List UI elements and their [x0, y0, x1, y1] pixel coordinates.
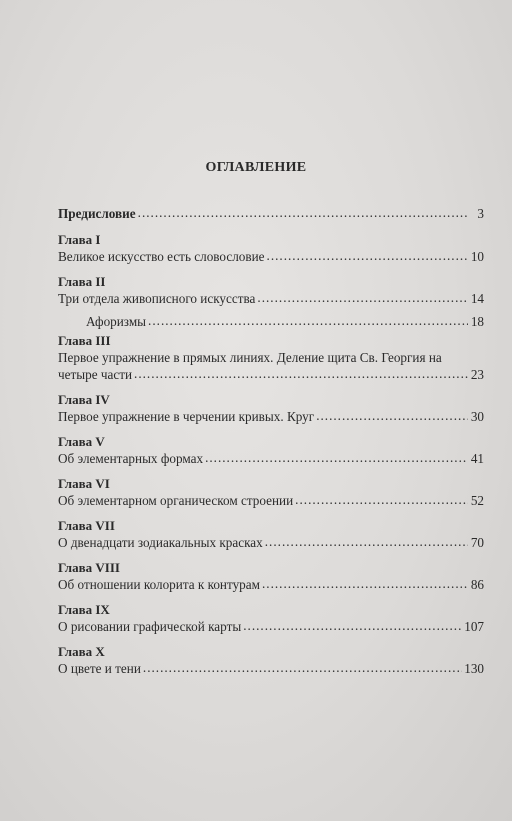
chapter-heading: Глава III: [58, 333, 111, 348]
leader-dots: [267, 247, 468, 264]
toc-entry-label: Об элементарном органическом строении: [58, 493, 294, 508]
chapter-heading: Глава VI: [58, 476, 110, 491]
toc-page-number: 18: [470, 314, 484, 329]
chapter-heading: Глава VIII: [58, 560, 120, 575]
table-of-contents: [58, 205, 484, 677]
leader-dots: [143, 659, 462, 676]
toc-entry: [58, 248, 484, 265]
toc-entry-preface: [58, 205, 484, 222]
toc-page-number: 130: [464, 661, 484, 676]
toc-entry-label: Великое искусство есть словословие: [58, 249, 265, 264]
toc-entry: [58, 290, 484, 307]
leader-dots: [265, 533, 468, 550]
toc-page-number: 41: [470, 451, 484, 466]
toc-page-number: 23: [470, 367, 484, 382]
toc-page-number: 70: [470, 535, 484, 550]
toc-page-number: 30: [470, 409, 484, 424]
toc-page-number: 52: [470, 493, 484, 508]
toc-entry: [58, 313, 484, 330]
leader-dots: [262, 575, 468, 592]
leader-dots: [243, 617, 462, 634]
leader-dots: [316, 407, 468, 424]
toc-entry-first-line: Первое упражнение в прямых линиях. Деление щита Св. Георгия на: [58, 350, 442, 365]
chapter-heading: Глава X: [58, 644, 105, 659]
toc-entry-label: О рисовании графической карты: [58, 619, 242, 634]
toc-entry-label: Предисловие: [58, 206, 136, 221]
toc-entry: [58, 408, 484, 425]
chapter-heading: Глава II: [58, 274, 106, 289]
leader-dots: [134, 365, 468, 382]
toc-page-number: 3: [477, 206, 484, 221]
toc-page-number: 10: [470, 249, 484, 264]
toc-page-number: 107: [464, 619, 484, 634]
chapter-heading: Глава I: [58, 232, 101, 247]
toc-entry-label: Три отдела живописного искусства: [58, 291, 256, 306]
toc-entry: [58, 576, 484, 593]
chapter-heading: Глава IV: [58, 392, 110, 407]
toc-entry: [58, 366, 484, 383]
toc-entry-label: О двенадцати зодиакальных красках: [58, 535, 263, 550]
toc-entry: [58, 660, 484, 677]
toc-entry: [58, 534, 484, 551]
toc-entry-label: Афоризмы: [86, 314, 147, 329]
leader-dots: [205, 449, 468, 466]
chapter-heading: Глава IX: [58, 602, 110, 617]
toc-entry: [58, 450, 484, 467]
toc-page-number: 14: [470, 291, 484, 306]
chapter-heading: Глава VII: [58, 518, 115, 533]
page-title: ОГЛАВЛЕНИЕ: [205, 160, 307, 175]
toc-entry-label: Об отношении колорита к контурам: [58, 577, 260, 592]
toc-entry: [58, 492, 484, 509]
toc-entry-label: четыре части: [58, 367, 133, 382]
toc-page-number: 86: [470, 577, 484, 592]
toc-entry-label: Об элементарных формах: [58, 451, 204, 466]
toc-entry-label: Первое упражнение в черчении кривых. Круг: [58, 409, 315, 424]
chapter-heading: Глава V: [58, 434, 105, 449]
leader-dots: [295, 491, 468, 508]
leader-dots: [148, 312, 468, 329]
leader-dots: [257, 289, 468, 306]
toc-entry: [58, 618, 484, 635]
leader-dots: [138, 204, 468, 221]
toc-entry-label: О цвете и тени: [58, 661, 141, 676]
